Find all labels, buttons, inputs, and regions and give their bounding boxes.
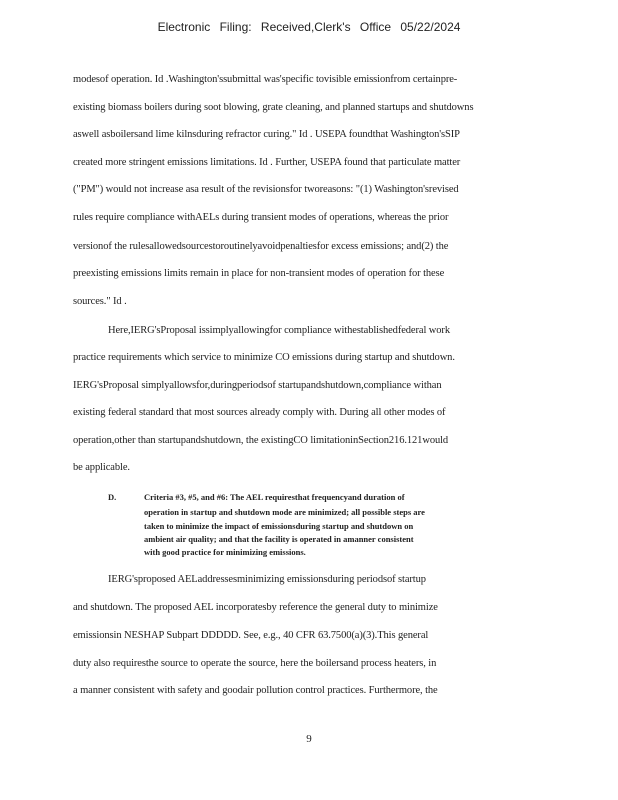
section-heading-line: with good practice for minimizing emissions. <box>144 547 306 557</box>
section-heading-line: ambient air quality; and that the facility is operated in amanner consistent <box>144 534 414 544</box>
section-heading-line: operation in startup and shutdown mode are minimized; all possible steps are <box>144 507 425 517</box>
body-line: a manner consistent with safety and goodair pollution control practices. Furthermore, the <box>73 685 438 696</box>
body-line: ("PM") would not increase asa result of the revisionsfor tworeasons: "(1) Washington'srevised <box>73 184 459 195</box>
body-line: and shutdown. The proposed AEL incorporatesby reference the general duty to minimize <box>73 602 438 613</box>
body-line: emissionsin NESHAP Subpart DDDDD. See, e.g., 40 CFR 63.7500(a)(3).This general <box>73 630 429 641</box>
body-line: aswell asboilersand lime kilnsduring refractor curing." Id . USEPA foundthat Washington'sSIP <box>73 129 460 140</box>
section-heading-line: taken to minimize the impact of emissionsduring startup and shutdown on <box>144 521 414 531</box>
section-label: D. <box>108 492 117 502</box>
body-line: existing federal standard that most sources already comply with. During all other modes of <box>73 407 446 418</box>
page-number: 9 <box>306 733 312 745</box>
body-line: sources." Id . <box>73 296 127 307</box>
body-line: existing biomass boilers during soot blowing, grate cleaning, and planned startups and shutdowns <box>73 102 474 113</box>
body-line: preexisting emissions limits remain in place for non-transient modes of operation for these <box>73 268 445 279</box>
body-line: rules require compliance withAELs during transient modes of operations, whereas the prior <box>73 212 449 223</box>
section-heading-line: Criteria #3, #5, and #6: The AEL requiresthat frequencyand duration of <box>144 492 405 502</box>
body-line: operation,other than startupandshutdown, the existingCO limitationinSection216.121would <box>73 435 449 446</box>
body-line: Here,IERG'sProposal issimplyallowingfor compliance withestablishedfederal work <box>108 325 450 336</box>
body-line: versionof the rulesallowedsourcestoroutinelyavoidpenaltiesfor excess emissions; and(2) the <box>73 241 449 252</box>
body-line: IERG'sproposed AELaddressesminimizing emissionsduring periodsof startup <box>108 574 426 585</box>
electronic-filing-header: Electronic Filing: Received,Clerk's Office 05/22/2024 <box>157 20 461 34</box>
body-line: IERG'sProposal simplyallowsfor,duringperiodsof startupandshutdown,compliance withan <box>73 380 442 391</box>
body-line: duty also requiresthe source to operate the source, here the boilersand process heaters, in <box>73 658 437 669</box>
body-line: practice requirements which service to minimize CO emissions during startup and shutdown. <box>73 352 455 363</box>
body-line: modesof operation. Id .Washington'ssubmittal was'specific tovisible emissionfrom certainpre- <box>73 74 458 85</box>
body-line: created more stringent emissions limitations. Id . Further, USEPA found that particulate matter <box>73 157 461 168</box>
body-line: be applicable. <box>73 462 130 473</box>
